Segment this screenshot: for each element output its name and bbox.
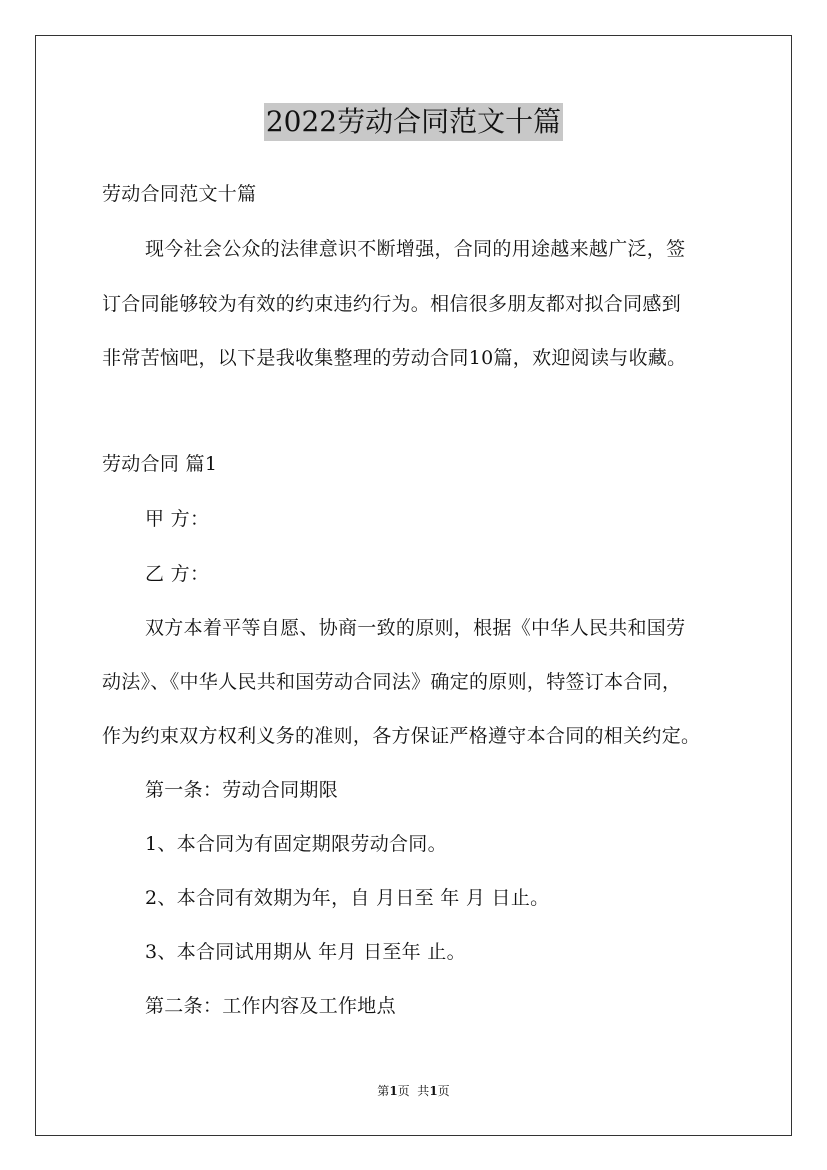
title-container [0,103,827,141]
paragraph-line: 非常苦恼吧，以下是我收集整理的劳动合同10篇，欢迎阅读与收藏。 [102,347,687,369]
paragraph-line: 作为约束双方权利义务的准则，各方保证严格遵守本合同的相关约定。 [102,725,701,747]
clause-line: 1、本合同为有固定期限劳动合同。 [145,833,447,855]
paragraph-line: 现今社会公众的法律意识不断增强，合同的用途越来越广泛，签 [145,238,686,260]
footer-page-suffix: 页 [437,1084,450,1098]
section-heading: 劳动合同 篇1 [102,453,218,475]
footer-page-mid: 页 共 [397,1084,430,1098]
subtitle-line: 劳动合同范文十篇 [102,183,257,205]
party-a-line: 甲 方： [145,508,210,530]
paragraph-line: 双方本着平等自愿、协商一致的原则，根据《中华人民共和国劳 [145,617,686,639]
party-b-line: 乙 方： [145,563,210,585]
footer-page-prefix: 第 [377,1084,390,1098]
clause-line: 3、本合同试用期从 年月 日至年 止。 [145,941,466,963]
paragraph-line: 动法》、《中华人民共和国劳动合同法》确定的原则，特签订本合同， [102,671,682,693]
paragraph-line: 订合同能够较为有效的约束违约行为。相信很多朋友都对拟合同感到 [102,293,682,315]
clause-line: 2、本合同有效期为年，自 月日至 年 月 日止。 [145,887,550,909]
footer-page-number: 1 [389,1084,398,1098]
article-heading: 第二条：工作内容及工作地点 [145,995,396,1017]
article-heading: 第一条：劳动合同期限 [145,779,339,801]
page-footer [0,1083,827,1099]
footer-total-pages: 1 [429,1084,438,1098]
document-title: 2022劳动合同范文十篇 [264,103,563,141]
